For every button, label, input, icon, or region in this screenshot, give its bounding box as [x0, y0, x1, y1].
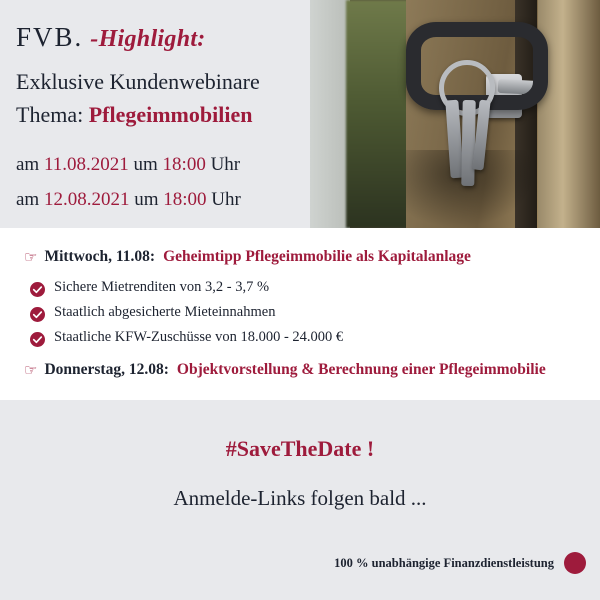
pointing-hand-icon: ☞ [24, 249, 37, 266]
date-prefix-2: am [16, 189, 40, 210]
list-item-label: Staatliche KFW-Zuschüsse von 18.000 - 24.000 € [54, 329, 344, 345]
date-line-2 [16, 189, 310, 211]
brand-line [16, 22, 310, 53]
date-suffix-2: Uhr [211, 189, 241, 210]
header-section [0, 0, 600, 228]
highlight-label: -Highlight: [90, 26, 206, 52]
list-item-label: Staatlich abgesicherte Mieteinnahmen [54, 304, 276, 320]
door-with-keys-photo [310, 0, 600, 228]
agenda-day-1-title: Geheimtipp Pflegeimmobilie als Kapitalanlage [163, 248, 471, 265]
photo-door-jamb [538, 0, 600, 228]
list-item [30, 329, 584, 347]
date-mid-2: um [134, 189, 159, 210]
agenda-day-1 [24, 248, 584, 267]
save-the-date-hashtag: #SaveTheDate [225, 436, 362, 461]
time-value-2: 18:00 [163, 189, 207, 210]
pointing-hand-icon: ☞ [24, 362, 37, 379]
time-value-1: 18:00 [162, 154, 206, 175]
list-item [30, 304, 584, 322]
claim-text: 100 % unabhängige Finanzdienstleistung [334, 555, 554, 570]
benefit-list [30, 279, 584, 347]
registration-note: Anmelde-Links folgen bald ... [173, 486, 427, 510]
brand-name: FVB. [16, 22, 84, 52]
agenda-section [0, 228, 600, 400]
list-item [30, 279, 584, 297]
agenda-day-1-label: Mittwoch, 11.08: [44, 248, 156, 265]
date-suffix-1: Uhr [210, 154, 241, 175]
photo-wall [310, 0, 350, 228]
date-value-2: 12.08.2021 [43, 189, 130, 210]
topic-label: Thema: [16, 102, 84, 127]
date-value-1: 11.08.2021 [43, 154, 129, 175]
save-the-date-exclamation: ! [366, 436, 375, 461]
agenda-day-2 [24, 361, 584, 380]
list-item-label: Sichere Mietrenditen von 3,2 - 3,7 % [54, 279, 270, 295]
save-the-date [0, 400, 600, 462]
footer-section [0, 400, 600, 600]
photo-foliage [346, 0, 412, 228]
topic-value: Pflegeimmobilien [88, 102, 253, 127]
topic-line [16, 102, 310, 128]
claim-block [334, 552, 586, 574]
brand-dot-icon [564, 552, 586, 574]
agenda-day-2-label: Donnerstag, 12.08: [44, 361, 169, 378]
check-badge-icon [30, 307, 45, 322]
agenda-day-2-title: Objektvorstellung & Berechnung einer Pflegeimmobilie [176, 361, 546, 378]
check-badge-icon [30, 282, 45, 297]
date-prefix-1: am [16, 154, 40, 175]
header-text-block [0, 0, 310, 228]
date-line-1 [16, 154, 310, 176]
key-blade-2 [461, 100, 475, 186]
subtitle: Exklusive Kundenwebinare [16, 69, 260, 94]
check-badge-icon [30, 332, 45, 347]
date-mid-1: um [133, 154, 158, 175]
